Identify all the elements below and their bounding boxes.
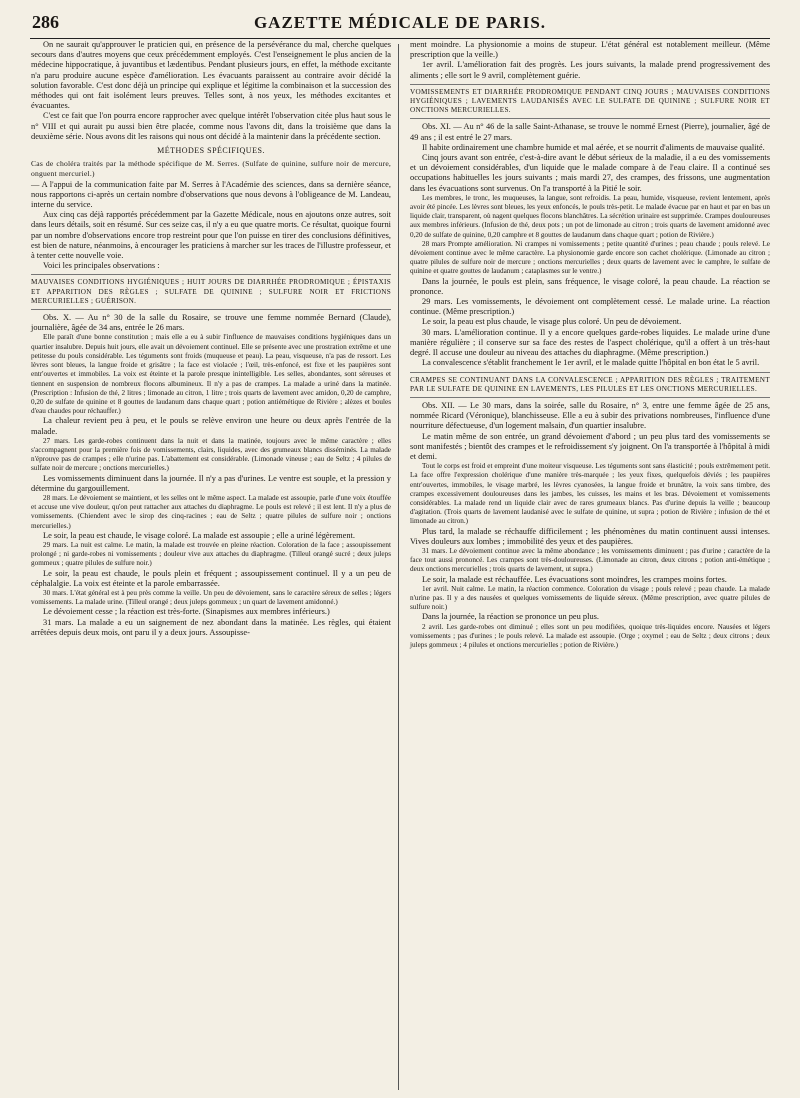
paragraph: 29 mars. La nuit est calme. Le matin, la malade est trouvée en pleine réaction. Coloration de la face ; assoupissement prolongé ; ni garde-robes ni vomissements ; douleur vive aux attaches du diaphragme. (Tilleul orangé sucré ; deux juleps gommeux ; quatre pilules de sulfure noir.)	[31, 540, 391, 568]
paragraph: C'est ce fait que l'on pourra encore rapprocher avec quelque intérêt l'observation citée plus haut sous le n° VIII et qui aurait pu aussi bien être placée, comme nous l'avons dit, dans la troisième que dans la deuxième série. Nous avons dit les raisons qui nous ont décidé à la maintenir dans la précédente section.	[31, 111, 391, 141]
paragraph: Obs. XII. — Le 30 mars, dans la soirée, salle du Rosaire, n° 3, entre une femme âgée de 25 ans, nommée Ricard (Véronique), blanchisseuse. Elle a eu à subir des privations nombreuses, l'influence d'une nourriture défectueuse, d'un logement malsain, d'un quartier insalubre.	[410, 400, 770, 431]
paragraph: 30 mars. L'amélioration continue. Il y a encore quelques garde-robes liquides. Le malade urine d'une manière régulière ; il conserve sur sa face des restes de l'aspect cholérique, qu'il a offert à un très-haut degré. Il accuse une douleur au niveau des attaches du diaphragme. (Même prescription.)	[410, 327, 770, 358]
paragraph: — A l'appui de la communication faite par M. Serres à l'Académie des sciences, dans sa dernière séance, nous rapportons ci-après un certain nombre d'observations que nous devons à l'obligeance de M. Landeau, interne du service.	[31, 179, 391, 210]
paragraph: 30 mars. L'état général est à peu près comme la veille. Un peu de dévoiement, sans le caractère séreux de selles ; légers vomissements. La malade urine. (Tilleul orangé ; deux juleps gommeux ; un quart de lavement amidonné.)	[31, 588, 391, 607]
paragraph: 27 mars. Les garde-robes continuent dans la nuit et dans la matinée, toujours avec le même caractère ; elles s'accompagnent pour la première fois de vomissements, clairs, liquides, avec des grumeaux blancs disséminés. La malade n'éprouve pas de crampes ; elle n'urine pas. L'abattement est considérable. (Limonade vineuse ; eau de Seltz ; 4 pilules de sulfate noir de mercure ; onctions mercurielles.)	[31, 436, 391, 473]
divider	[31, 274, 391, 275]
divider	[410, 397, 770, 398]
divider	[31, 309, 391, 310]
right-column	[410, 40, 770, 650]
section-title: MÉTHODES SPÉCIFIQUES.	[157, 146, 265, 156]
page-number: 286	[32, 12, 59, 32]
paragraph: Le soir, la malade est réchauffée. Les évacuations sont moindres, les crampes moins fortes.	[422, 574, 727, 584]
paragraph: 2 avril. Les garde-robes ont diminué ; elles sont un peu modifiées, quoique très-liquides encore. Nausées et légers vomissements ; pas d'urines ; le pouls relevé. La malade est assoupie. (Orge ; oxymel ; eau de Seltz ; deux citrons ; deux juleps gommeux ; 4 pilules et onctions mercurielles ; potion de Rivière.)	[410, 622, 770, 649]
paragraph: Il habite ordinairement une chambre humide et mal aérée, et se nourrit d'aliments de mauvaise qualité.	[422, 142, 765, 152]
paragraph: Les membres, le tronc, les muqueuses, la langue, sont refroidis. La peau, humide, visqueuse, revient lentement, après avoir été pincée. Les lèvres sont bleues, les yeux enfoncés, le pouls très-petit. Le malade évacue par en haut et par en bas un liquide clair, transparent, où nagent quelques flocons blanchâtres. La sécrétion urinaire est supprimée. Crampes douloureuses aux membres inférieurs. (Infusion de thé, deux pots ; un pot de limonade au citron ; trois quarts de lavement amidonné avec 0,20 de sulfate de quinine, 0,20 camphre et 8 gouttes de laudanum dans chaque quart ; potion de Rivière.)	[410, 193, 770, 239]
divider	[410, 118, 770, 119]
observation-heading: CRAMPES SE CONTINUANT DANS LA CONVALESCENCE ; APPARITION DES RÈGLES ; TRAITEMENT PAR LE SULFATE DE QUININE EN LAVEMENTS, LES PILULES ET LES ONCTIONS MERCURIELLES.	[410, 375, 770, 393]
paragraph: 28 mars Prompte amélioration. Ni crampes ni vomissements ; petite quantité d'urines ; peau chaude ; pouls relevé. Le dévoiement continue avec le même caractère. La physionomie garde encore son cachet cholérique. (Limonade au citron ; quatre pilules de sulfure noir de mercure ; onctions mercurielles ; deux quarts de lavement avec le camphre, le sulfate de quinine et quatre gouttes de laudanum ; cataplasmes sur le ventre.)	[410, 239, 770, 276]
left-column	[31, 40, 391, 638]
divider	[410, 84, 770, 85]
journal-title: GAZETTE MÉDICALE DE PARIS.	[253, 13, 547, 32]
divider	[410, 372, 770, 373]
paragraph: Cinq jours avant son entrée, c'est-à-dire avant le début sérieux de la maladie, il a eu des vomissements et un dévoiement considérables, d'un liquide que le malade compare à de l'eau claire. Il a continué ses occupations habituelles les jours suivants ; mais mardi 27, des crampes, des frissons, une augmentation dans les évacuations sont survenus. On l'a transporté à la Pitié le soir.	[410, 153, 770, 193]
paragraph: Plus tard, la malade se réchauffe difficilement ; les phénomènes du matin continuent aussi intenses. Vives douleurs aux lombes ; immobilité des yeux et des paupières.	[410, 526, 770, 546]
paragraph: Obs. X. — Au n° 30 de la salle du Rosaire, se trouve une femme nommée Bernard (Claude), journalière, âgée de 34 ans, entrée le 26 mars.	[31, 313, 391, 333]
paragraph: 31 mars. Le dévoiement continue avec la même abondance ; les vomissements diminuent ; pas d'urine ; caractère de la face tout aussi prononcé. Les crampes sont très-douloureuses. (Limonade au citron, deux citrons ; potion anti-émétique ; deux onctions mercurielles ; trois quarts de lavement, ut supra.)	[410, 546, 770, 574]
paragraph: 1er avril. Nuit calme. Le matin, la réaction commence. Coloration du visage ; pouls relevé ; peau chaude. La malade n'urine pas. Il y a des nausées et quelques vomissements de liquide séreux. (Même prescription, avec quatre pilules de sulfure noir.)	[410, 584, 770, 612]
paragraph: Aux cinq cas déjà rapportés précédemment par la Gazette Médicale, nous en ajoutons onze autres, soit dans leurs détails, soit en résumé. Sur ces seize cas, il n'y a eu que quatre morts. Ce résultat, quoique fourni par un nombre d'observations encore trop restreint pour que l'on puisse en tirer des conclusions définitives, est bien de nature, néanmoins, à encourager les praticiens à marcher sur les traces de l'illustre professeur, et à tenter cette nouvelle voie.	[31, 210, 391, 261]
paragraph: Voici les principales observations :	[43, 261, 160, 271]
paragraph: Le matin même de son entrée, un grand dévoiement d'abord ; un peu plus tard des vomissements se sont manifestés ; bientôt des crampes et le refroidissement s'y joignent. On l'a transportée à l'hôpital à midi et demi.	[410, 431, 770, 461]
paragraph: 1er avril. L'amélioration fait des progrès. Les jours suivants, la malade prend progressivement des aliments ; elle sort le 9 avril, complètement guérie.	[410, 60, 770, 80]
paragraph: Le dévoiement cesse ; la réaction est très-forte. (Sinapismes aux membres inférieurs.)	[43, 607, 330, 617]
paragraph: Dans la journée, la réaction se prononce un peu plus.	[422, 612, 599, 622]
paragraph: Le soir, la peau est chaude, le pouls plein et fréquent ; assoupissement continuel. Il y a un peu de céphalalgie. La voix est éteinte et la parole embarrassée.	[31, 568, 391, 588]
paragraph: Obs. XI. — Au n° 46 de la salle Saint-Athanase, se trouve le nommé Ernest (Pierre), journalier, âgé de 49 ans ; il est entré le 27 mars.	[410, 122, 770, 142]
paragraph: Le soir, la peau est chaude, le visage coloré. La malade est assoupie ; elle a uriné légèrement.	[43, 530, 355, 540]
paragraph: Tout le corps est froid et empreint d'une moiteur visqueuse. Les téguments sont sans élasticité ; pouls extrêmement petit. La face offre l'expression cholérique d'une manière très-marquée ; les yeux fixes, quelquefois déviés ; les paupières entr'ouvertes, immobiles, le visage marbré, les lèvres cyanosées, la langue froide et brunâtre, la voix sans timbre, des crampes excessivement douloureuses dans les jambes, les cuisses, les mains et les bras. Dévoiement et vomissements considérables. La malade rend un liquide clair avec de rares grumeaux blancs. Pas d'urine depuis la veille ; beaucoup d'agitation. (Trois quarts de lavement laudanisé avec le sulfate de quinine, ut supra ; potion de Rivière ; infusion de thé et limonade au citron.)	[410, 462, 770, 526]
paragraph: 31 mars. La malade a eu un saignement de nez abondant dans la matinée. Les règles, qui étaient arrêtées depuis deux mois, ont paru il y a deux jours. Assoupisse-	[31, 617, 391, 637]
paragraph: On ne saurait qu'approuver le praticien qui, en présence de la persévérance du mal, cherche quelques secours dans d'autres moyens que ceux précédemment employés. C'est l'enseignement le plus ancien de la médecine hippocratique, à juvantibus et lædentibus. Pendant plusieurs jours, en effet, la méthode excitante n'a paru produire aucune espèce d'amélioration. Les évacuants paraissent au contraire avoir décidé la solution favorable. C'est donc déjà un principe qui explique et légitime la combinaison et la succession des méthodes qui ont fait isolément leurs preuves. Telles sont, à nos yeux, les méthodes excitantes et évacuantes.	[31, 40, 391, 111]
column-divider	[398, 44, 399, 1090]
paragraph: 29 mars. Les vomissements, le dévoiement ont complètement cessé. Le malade urine. La réaction continue. (Même prescription.)	[410, 297, 770, 317]
paragraph: La chaleur revient peu à peu, et le pouls se relève environ une heure ou deux après l'entrée de la malade.	[31, 416, 391, 436]
cases-heading: Cas de choléra traités par la méthode spécifique de M. Serres. (Sulfate de quinine, sulfure noir de mercure, onguent mercuriel.)	[31, 159, 391, 179]
observation-heading: MAUVAISES CONDITIONS HYGIÉNIQUES ; HUIT JOURS DE DIARRHÉE PRODROMIQUE ; ÉPISTAXIS ET APPARITION DES RÈGLES ; SULFATE DE QUININE ; SULFURE NOIR ET FRICTIONS MERCURIELLES ; GUÉRISON.	[31, 278, 391, 305]
paragraph: Les vomissements diminuent dans la journée. Il n'y a pas d'urines. Le ventre est souple, et la pression y détermine du gargouillement.	[31, 473, 391, 493]
paragraph: Dans la journée, le pouls est plein, sans fréquence, le visage coloré, la peau chaude. La réaction se prononce.	[410, 276, 770, 296]
paragraph: Le soir, la peau est plus chaude, le visage plus coloré. Un peu de dévoiement.	[422, 317, 682, 327]
paragraph: 28 mars. Le dévoiement se maintient, et les selles ont le même aspect. La malade est assoupie, parle d'une voix étouffée et accuse une vive douleur, qu'on peut rattacher aux attaches du diaphragme. Le pouls est relevé ; il est lent. Il n'y a plus de vomissements. (Chiendent avec le sirop des cinq-racines ; eau de Seltz ; quatre pilules de sulfure noir ; onctions mercurielles.)	[31, 493, 391, 530]
paragraph: La convalescence s'établit franchement le 1er avril, et le malade quitte l'hôpital en bon état le 5 avril.	[422, 358, 760, 368]
page-header	[30, 10, 770, 39]
paragraph: Elle paraît d'une bonne constitution ; mais elle a eu à subir l'influence de mauvaises conditions hygiéniques dans un quartier insalubre. Depuis huit jours, elle avait un dévoiement continuel. Elle se présente avec une prostration extrême et une petitesse du pouls considérable. Les téguments sont froids (muqueuse et peau). La peau, visqueuse, n'a pas de ressort. Les lèvres sont bleues, la langue froide et grisâtre ; la face est violacée ; l'œil, très-enfoncé, est fixe et les paupières sont entr'ouvertes et immobiles. La voix est éteinte et la parole presque inintelligible. Les selles, abondantes, sont séreuses et tiennent en suspension de nombreux flocons albumineux. Il n'y a pas de crampes. La malade a uriné dans la matinée. (Prescription : Infusion de thé, 2 litres ; limonade au citron, 1 litre ; trois quarts de lavement avec amidon, 0,20 de camphre, 0,20 de sulfate de quinine et 8 gouttes de laudanum dans chaque quart ; potion antiémétique de Rivière ; alèzes et boules d'eau chaudes pour réchauffer.)	[31, 333, 391, 416]
observation-heading: VOMISSEMENTS ET DIARRHÉE PRODROMIQUE PENDANT CINQ JOURS ; MAUVAISES CONDITIONS HYGIÉNIQUES ; LAVEMENTS LAUDANISÉS AVEC LE SULFATE DE QUININE ; SULFURE NOIR ET ONCTIONS MERCURIELLES.	[410, 87, 770, 115]
paragraph: ment moindre. La physionomie a moins de stupeur. L'état général est notablement meilleur. (Même prescription que la veille.)	[410, 40, 770, 60]
